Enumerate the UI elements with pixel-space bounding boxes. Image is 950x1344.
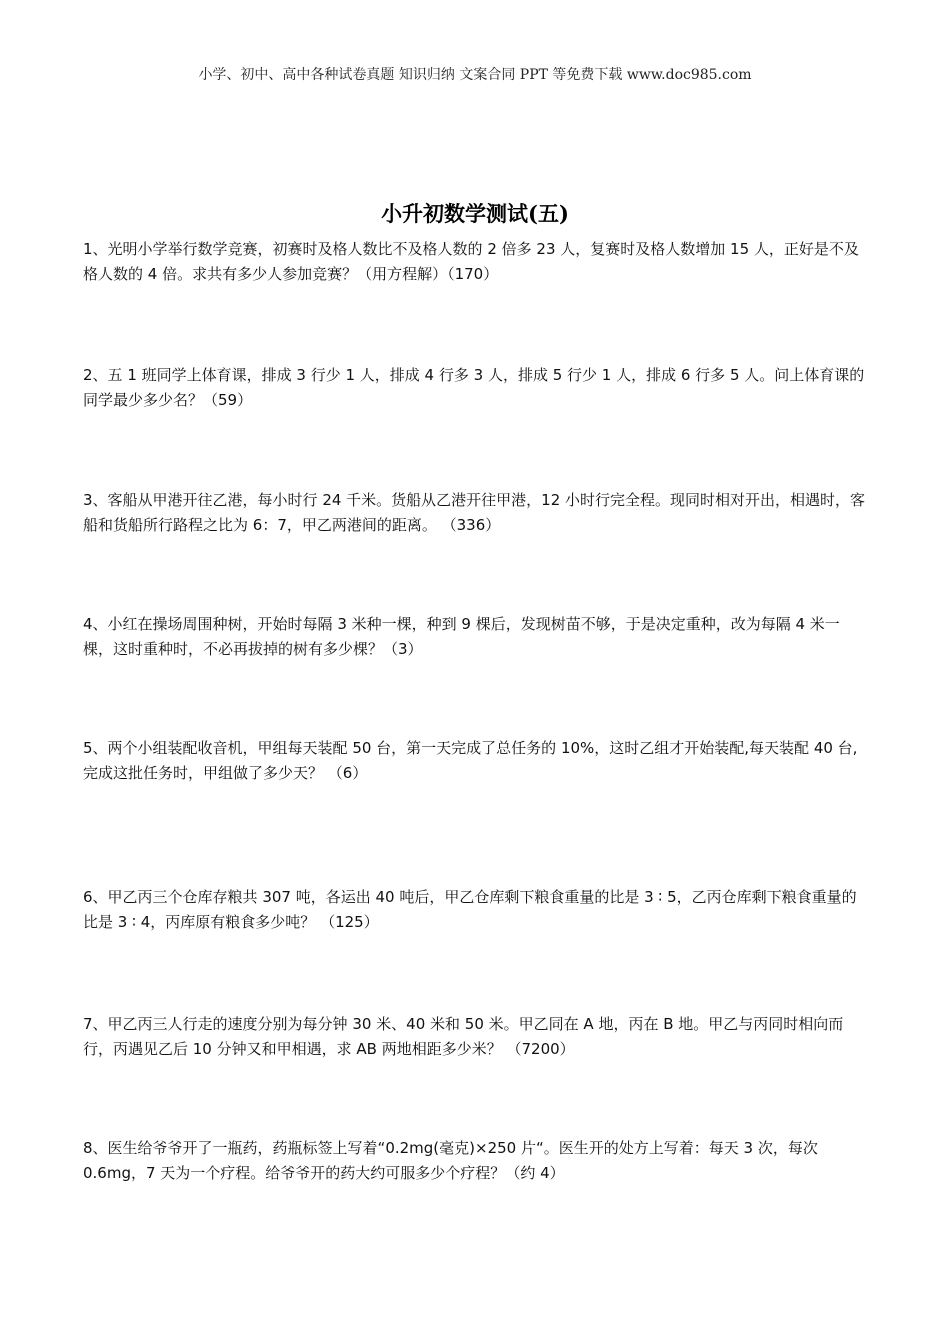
question-answer: （59） xyxy=(203,391,253,409)
question-6 xyxy=(83,885,867,935)
page-header: 小学、初中、高中各种试卷真题 知识归纳 文案合同 PPT 等免费下载 www.doc985.com xyxy=(198,67,752,83)
question-7 xyxy=(83,1012,867,1062)
question-8 xyxy=(83,1136,867,1186)
question-text: 客船从甲港开往乙港，每小时行 24 千米。货船从乙港开往甲港，12 小时行完全程。现同时相对开出，相遇时，客船和货船所行路程之比为 6：7，甲乙两港间的距离。 xyxy=(83,491,866,534)
question-number: 3、 xyxy=(83,491,108,509)
question-number: 1、 xyxy=(83,240,108,258)
question-number: 8、 xyxy=(83,1139,108,1157)
question-number: 7、 xyxy=(83,1015,108,1033)
question-answer: （7200） xyxy=(506,1040,575,1058)
question-number: 2、 xyxy=(83,366,108,384)
question-answer: （125） xyxy=(320,913,379,931)
question-5 xyxy=(83,736,867,786)
question-answer: （170） xyxy=(447,265,499,283)
question-answer: （6） xyxy=(327,764,368,782)
question-1 xyxy=(83,237,867,287)
question-text: 小红在操场周围种树，开始时每隔 3 米种一棵，种到 9 棵后，发现树苗不够，于是决定重种，改为每隔 4 米一棵，这时重种时，不必再拔掉的树有多少棵？ xyxy=(83,615,840,658)
question-4 xyxy=(83,612,867,662)
question-answer: （3） xyxy=(383,640,423,658)
question-text: 医生给爷爷开了一瓶药，药瓶标签上写着“0.2mg(毫克)×250 片“。医生开的处方上写着：每天 3 次，每次 0.6mg，7 天为一个疗程。给爷爷开的药大约可服多少个疗程？ xyxy=(83,1139,818,1182)
question-text: 光明小学举行数学竞赛，初赛时及格人数比不及格人数的 2 倍多 23 人，复赛时及格人数增加 15 人，正好是不及格人数的 4 倍。求共有多少人参加竞赛？（用方程解） xyxy=(83,240,859,283)
question-number: 4、 xyxy=(83,615,108,633)
question-number: 5、 xyxy=(83,739,108,757)
question-3 xyxy=(83,488,867,538)
question-number: 6、 xyxy=(83,888,108,906)
question-answer: （约 4） xyxy=(505,1164,565,1182)
question-text: 甲乙丙三个仓库存粮共 307 吨，各运出 40 吨后，甲乙仓库剩下粮食重量的比是 3 ∶ 5，乙丙仓库剩下粮食重量的比是 3 ∶ 4，丙库原有粮食多少吨？ xyxy=(83,888,857,931)
page-title: 小升初数学测试(五) xyxy=(381,201,569,226)
question-text: 甲乙丙三人行走的速度分别为每分钟 30 米、40 米和 50 米。甲乙同在 A 地，丙在 B 地。甲乙与丙同时相向而行，丙遇见乙后 10 分钟又和甲相遇，求 AB 两地相距多少米？ xyxy=(83,1015,844,1058)
question-text: 两个小组装配收音机，甲组每天装配 50 台，第一天完成了总任务的 10%，这时乙组才开始装配,每天装配 40 台,完成这批任务时，甲组做了多少天？ xyxy=(83,739,858,782)
question-answer: （336） xyxy=(441,516,501,534)
question-2 xyxy=(83,363,867,413)
question-text: 五 1 班同学上体育课，排成 3 行少 1 人，排成 4 行多 3 人，排成 5 行少 1 人，排成 6 行多 5 人。问上体育课的同学最少多少名？ xyxy=(83,366,865,409)
